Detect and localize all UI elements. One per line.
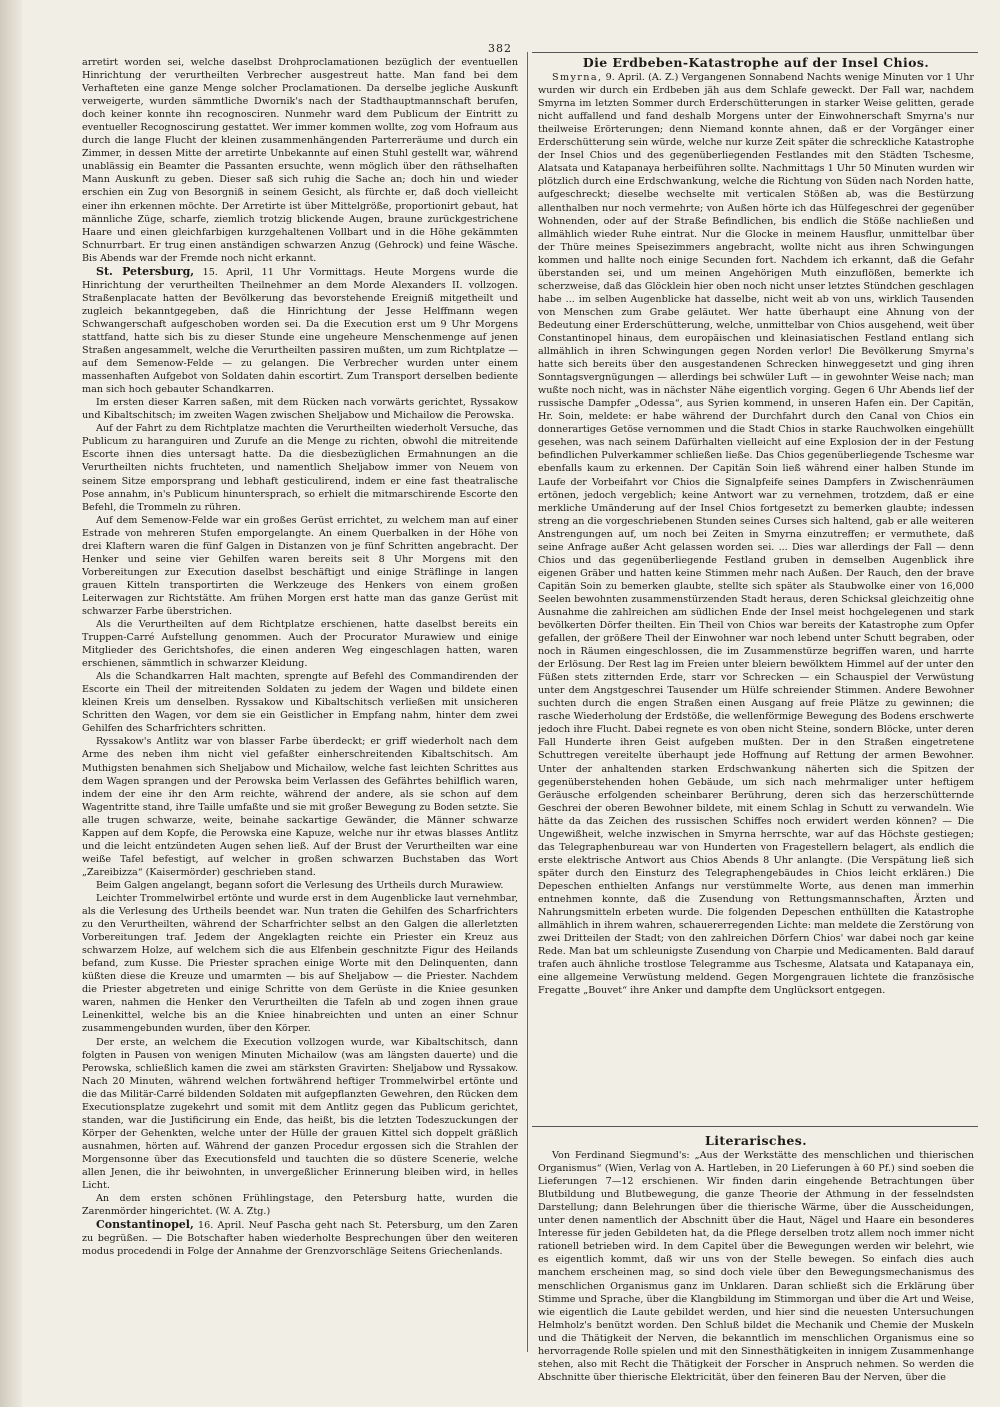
literary-heading: Literarisches. bbox=[705, 1133, 807, 1148]
article-paragraph: Leichter Trommelwirbel ertönte und wurde erst in dem Augenblicke laut vernehmbar, als die Verlesung des Urtheils beendet war. Nun traten die Gehilfen des Scharfrichters zu den Verurtheilten, während der Scharfrichter selbst an den Galgen die allerletzten Vorbereitungen traf. Jedem der Angeklagten reichte ein Priester ein Kreuz aus schwarzem Holze, auf welchem sich die aus Elfenbein geschnitzte Figur des Heilands befand, zum Kusse. Die Priester sprachen einige Worte mit den Delinquenten, dann küßten diese die Kreuze und umarmten — bis auf Sheljabow — die Priester. Nachdem die Priester abgetreten und einige Schritte von dem Gerüste in die Kniee gesunken waren, nahmen die Henker den Verurtheilten die Tafeln ab und zogen ihnen graue Leinenkittel, welche bis an die Kniee hinabreichten und unten an einer Schnur zusammengebunden wurden, über den Körper. bbox=[82, 893, 518, 1035]
dateline-smyrna: Smyrna, bbox=[552, 72, 603, 84]
article-paragraph: Auf der Fahrt zu dem Richtplatze machten die Verurtheilten wiederholt Versuche, das Publicum zu haranguiren und Zurufe an die Menge zu richten, obwohl die mitreitende Escorte ihnen dies untersagt hatte. Da die diesbezüglichen Ermahnungen an die Verurtheilten nichts fruchteten, und namentlich Sheljabow immer von Neuem von seinem Sitze emporsprang und lebhaft gesticulirend, indem er eine fast theatralische Pose annahm, in's Publicum hinuntersprach, so erhielt die mitmarschirende Escorte den Befehl, die Trommeln zu rühren. bbox=[82, 423, 518, 513]
article-paragraph: An dem ersten schönen Frühlingstage, den Petersburg hatte, wurden die Zarenmörder hingerichtet. (W. A. Ztg.) bbox=[82, 1193, 518, 1218]
article-paragraph bbox=[82, 1218, 518, 1258]
page-gutter-shadow bbox=[0, 0, 22, 1407]
article-paragraph: arretirt worden sei, welche daselbst Drohproclamationen bezüglich der eventuellen Hinrichtung der verurtheilten Verbrecher ausgestreut hatte. Man fand bei dem Verhafteten eine ganze Menge solcher Proclamationen. Da derselbe jegliche Auskunft verweigerte, wurden sämmtliche Dwornik's nach der Stadthauptmannschaft berufen, doch keiner konnte ihn recognosciren. Nunmehr ward dem Publicum der Eintritt zu eventueller Recognoscirung gestattet. Wer immer kommen wollte, zog vom Hofraum aus durch die lange Flucht der kleinen zusammenhängenden Parterreräume und durch ein Zimmer, in dessen Mitte der arretirte Unbekannte auf einen Stuhl gestellt war, während unablässig ein Beamter die Passanten ersuchte, wenn möglich über den räthselhaften Mann Auskunft zu geben. Dieser saß sich ruhig die Sache an; doch hin und wieder erschien ein Zug von Besorgniß in seinem Gesicht, als fürchte er, daß doch vielleicht einer ihn erkennen möchte. Der Arretirte ist über Mittelgröße, proportionirt gebaut, hat männliche Züge, scharfe, ziemlich trotzig blickende Augen, braune zurückgestrichene Haare und einen gleichfarbigen kurzgehaltenen Vollbart und in die Höhe gekämmten Schnurrbart. Er trug einen anständigen schwarzen Anzug (Gehrock) und feine Wäsche. Bis Abends war der Fremde noch nicht erkannt. bbox=[82, 57, 518, 264]
article-heading-chios: Die Erdbeben-Katastrophe auf der Insel Chios. bbox=[582, 56, 930, 70]
section-rule bbox=[532, 1126, 978, 1127]
dateline-constantinopel: Constantinopel, bbox=[96, 1218, 194, 1232]
column-divider bbox=[527, 52, 528, 1352]
literary-paragraph: Von Ferdinand Siegmund's: „Aus der Werkstätte des menschlichen und thierischen Organismus“ (Wien, Verlag von A. Hartleben, in 20 Lieferungen à 60 Pf.) sind soeben die Lieferungen 7—12 erschienen. Wir finden darin eingehende Betrachtungen über Blutbildung und Blutbewegung, die ganze Theorie der Athmung in der fesselndsten Darstellung; dann Belehrungen über die thierische Wärme, über die Ausscheidungen, unter denen namentlich der Abschnitt über die Haut, Nägel und Haare ein besonderes Interesse für jeden Gebildeten hat, da die Pflege derselben trotz allem noch immer nicht rationell betrieben wird. In dem Capitel über die Bewegungen werden wir belehrt, wie es eigentlich kommt, daß wir uns von der Stelle bewegen. So einfach dies auch manchem erscheinen mag, so sind doch viele über den Bewegungsmechanismus des menschlichen Organismus ganz im Unklaren. Daran schließt sich die Erklärung über Stimme und Sprache, über die Klangbildung im Stimmorgan und über die Art und Weise, wie eigentlich die Laute gebildet werden, und hier sind die neuesten Untersuchungen Helmholz's benützt worden. Den Schluß bildet die Mechanik und Chemie der Muskeln und die Thätigkeit der Nerven, die bekanntlich im menschlichen Organismus eine so hervorragende Rolle spielen und mit den Sinnesthätigkeiten in innigem Zusammenhange stehen, also mit Recht die Thätigkeit der Forscher in Anspruch nehmen. So werden die Abschnitte über thierische Elektricität, über den feineren Bau der Nerven, über die bbox=[538, 1150, 974, 1383]
article-paragraph: Als die Verurtheilten auf dem Richtplatze erschienen, hatte daselbst bereits ein Truppen-Carré Aufstellung genommen. Auch der Procurator Murawiew und einige Mitglieder des Gerichtshofes, die einen anderen Weg eingeschlagen hatten, waren erschienen, sämmtlich in schwarzer Kleidung. bbox=[82, 619, 518, 670]
right-column bbox=[538, 56, 974, 1186]
article-paragraph bbox=[538, 71, 974, 997]
article-paragraph: Auf dem Semenow-Felde war ein großes Gerüst errichtet, zu welchem man auf einer Estrade von mehreren Stufen emporgelangte. An einem Querbalken in der Höhe von drei Klaftern waren die fünf Galgen in Distanzen von je fünf Schritten angebracht. Der Henker und seine vier Gehilfen waren bereits seit 8 Uhr Morgens mit den Vorbereitungen zur Execution daselbst beschäftigt und einige Sträflinge in langen grauen Kitteln transportirten die Werkzeuge des Henkers von einem großen Leiterwagen zur Richtstätte. Am frühen Morgen erst hatte man das ganze Gerüst mit schwarzer Farbe überstrichen. bbox=[82, 514, 518, 617]
article-paragraph: Ryssakow's Antlitz war von blasser Farbe überdeckt; er griff wiederholt nach dem Arme des neben ihm nicht viel gefaßter einherschreitenden Kibaltschitsch. Am Muthigsten benahmen sich Sheljabow und Michailow, welche fast leichten Schrittes aus dem Wagen sprangen und der Perowska beim Verlassen des Gefährtes behilflich waren, indem der eine ihr den Arm reichte, während der andere, als sie schon auf dem Wagentritte stand, ihre Taille umfaßte und sie mit großer Bewegung zu Boden setzte. Sie alle trugen schwarze, weite, beinahe sackartige Gewänder, die Männer schwarze Kappen auf dem Kopfe, die Perowska eine Kapuze, welche nur ihr etwas blasses Antlitz und die leicht entzündeten Augen sehen ließ. Auf der Brust der Verurtheilten war eine weiße Tafel befestigt, auf welcher in großen schwarzen Buchstaben das Wort „Zareibizza“ (Kaisermörder) geschrieben stand. bbox=[82, 736, 518, 878]
literary-section bbox=[538, 1134, 974, 1384]
top-rule-right bbox=[532, 52, 978, 53]
article-paragraph: Als die Schandkarren Halt machten, sprengte auf Befehl des Commandirenden der Escorte ein Theil der mitreitenden Soldaten zu jedem der Wagen und bildete einen kleinen Kreis um denselben. Ryssakow und Kibaltschitsch verließen mit unsicheren Schritten den Wagen, vor dem sie ein Geistlicher in Empfang nahm, hinter dem zwei Gehilfen des Scharfrichters schritten. bbox=[82, 671, 518, 735]
article-paragraph bbox=[82, 265, 518, 396]
article-paragraph: Der erste, an welchem die Execution vollzogen wurde, war Kibaltschitsch, dann folgten in Pausen von wenigen Minuten Michailow (was am längsten dauerte) und die Perowska, schließlich kamen die zwei am stärksten Gravirten: Sheljabow und Ryssakow. Nach 20 Minuten, während welchen fortwährend heftiger Trommelwirbel ertönte und die das Militär-Carré bildenden Soldaten mit aufgepflanzten Gewehren, den Rücken dem Executionsplatze zugekehrt und somit mit dem Antlitz gegen das Publicum gerichtet, standen, war die Justificirung ein Ende, das heißt, bis die letzten Todeszuckungen der Körper der Gehenkten, welche unter der Hülle der grauen Kittel sich doppelt gräßlich ausnahmen, hörten auf. Während der ganzen Procedur ergossen sich die Strahlen der Morgensonne über das Executionsfeld und tauchten die so düstere Scenerie, welche allen Jenen, die ihr beiwohnten, in unvergeßlicher Erinnerung bleiben wird, in helles Licht. bbox=[82, 1036, 518, 1192]
article-paragraph: Im ersten dieser Karren saßen, mit dem Rücken nach vorwärts gerichtet, Ryssakow und Kibaltschitsch; im zweiten Wagen zwischen Sheljabow und Michailow die Perowska. bbox=[82, 397, 518, 422]
dateline-petersburg: St. Petersburg, bbox=[96, 264, 195, 278]
left-column bbox=[82, 56, 518, 1346]
article-text: 15. April, 11 Uhr Vormittags. Heute Morgens wurde die Hinrichtung der verurtheilten Theilnehmer an dem Morde Alexanders II. vollzogen. Straßenplacate hatten der Bevölkerung das bevorstehende Ereigniß mitgetheilt und zugleich bekanntgegeben, daß die Hinrichtung der Jesse Helffmann wegen Schwangerschaft aufgeschoben worden sei. Da die Execution erst um 9 Uhr Morgens stattfand, hatte sich bis zu dieser Stunde eine ungeheure Menschenmenge auf jenen Straßen angesammelt, welche die Verurtheilten passiren mußten, um zum Richtplatze — auf dem Semenow-Felde — zu gelangen. Die Verbrecher wurden unter einem massenhaften Aufgebot von Soldaten dahin escortirt. Zum Transport derselben bediente man sich hoch gebauter Schandkarren. bbox=[82, 266, 518, 396]
page-number: 382 bbox=[488, 42, 512, 55]
article-paragraph: Beim Galgen angelangt, begann sofort die Verlesung des Urtheils durch Murawiew. bbox=[96, 879, 504, 891]
article-text: 9. April. (A. Z.) Vergangenen Sonnabend Nachts wenige Minuten vor 1 Uhr wurden wir durch ein Erdbeben jäh aus dem Schlafe geweckt. Der Fall war, nachdem Smyrna im letzten Sommer durch Erderschütterungen in starker Weise gelitten, gerade nicht auffallend und fand deshalb Morgens unter der Einwohnerschaft Smyrna's nur theilweise Erörterungen; denn Niemand konnte ahnen, daß er der Vorgänger einer Erderschütterung sein würde, welche nur kurze Zeit später die schreckliche Katastrophe der Insel Chios und des gegenüberliegenden Festlandes mit den Städten Tschesme, Alatsata und Katapanaya herbeiführen sollte. Nachmittags 1 Uhr 50 Minuten wurden wir plötzlich durch eine Erdschwankung, welche die Richtung von Süden nach Norden hatte, aufgeschreckt; dieselbe wechselte mit verticalen Stößen ab, was die Bestürzung allenthalben nur noch vermehrte; von Außen hörte ich das Hülfegeschrei der gegenüber Wohnenden, oder auf der Straße Befindlichen, bis endlich die Stöße nachließen und allmählich wieder Ruhe eintrat. Nur die Glocke in meinem Hausflur, unmittelbar über der Thüre meines Speisezimmers angebracht, wollte nicht aus ihren Schwingungen kommen und hallte noch einige Secunden fort. Nachdem ich erkannt, daß die Gefahr überstanden sei, und um meinen Angehörigen Muth einzuflößen, bemerkte ich scherzweise, daß das Glöcklein hier oben noch nicht unser letztes Stündchen geschlagen habe ... im selben Augenblicke hat dasselbe, nicht weit ab von uns, wirklich Tausenden von Menschen zum Grabe geläutet. Wer hatte überhaupt eine Ahnung von der Bedeutung einer Erderschütterung, welche, unmittelbar von Chios ausgehend, weit über Constantinopel hinaus, dem europäischen und kleinasiatischen Festland entlang sich allmählich in ihren Schwingungen gegen Norden verlor! Die Bevölkerung Smyrna's hatte sich bereits über den ausgestandenen Schrecken hinweggesetzt und ging ihren Sonntagsvergnügungen — allerdings bei schwüler Luft — in gewohnter Weise nach; man wußte noch nicht, was in nächster Nähe eigentlich vorging. Gegen 6 Uhr Abends lief der russische Dampfer „Odessa“, aus Syrien kommend, in unseren Hafen ein. Der Capitän, Hr. Soin, meldete: er habe während der Durchfahrt durch den Canal von Chios ein donnerartiges Getöse vernommen und die Stadt Chios in starke Rauchwolken eingehüllt gesehen, was nach seinem Dafürhalten vielleicht auf eine Explosion der in der Festung befindlichen Pulverkammer schließen ließe. Das Chios gegenüberliegende Tschesme war ebenfalls kaum zu erkennen. Der Capitän Soin ließ während einer halben Stunde im Laufe der Vorbeifahrt vor Chios die Signalpfeife seines Dampfers in Zwischenräumen ertönen, jedoch vergeblich; keine Antwort war zu vernehmen, trotzdem, daß er eine merkliche Umänderung auf der Insel Chios fortgesetzt zu bemerken glaubte; indessen streng an die vorgeschriebenen Stunden seines Curses sich haltend, gab er alle weiteren Anstrengungen auf, um noch bei Zeiten in Smyrna einzutreffen; er vermuthete, daß seine Anfrage außer Acht gelassen worden sei. ... Dies war allerdings der Fall — denn Chios und das gegenüberliegende Festland gruben in demselben Augenblick ihre eigenen Gräber und hatten keine Stimmen mehr nach Außen. Der Rauch, den der brave Capitän Soin zu bemerken glaubte, stellte sich später als Staubwolke einer von 16,000 Seelen bewohnten zusammenstürzenden Stadt heraus, deren Schicksal gleichzeitig ohne Ausnahme die zahlreichen am südlichen Ende der Insel meist hochgelegenen und stark bevölkerten Dörfer theilten. Ein Theil von Chios war bereits der Katastrophe zum Opfer gefallen, der größere Theil der Einwohner war noch lebend unter Schutt begraben, oder noch in Räumen eingeschlossen, die im Zusammenstürze begriffen waren, und harrte der Erlösung. Der Rest lag im Freien unter bleiern bewölktem Himmel auf der unter den Füßen stets zitternden Erde, starr vor Schrecken — ein Schauspiel der Verwüstung unter dem Angstgeschrei Tausender um Hülfe schreiender Stimmen. Andere Bewohner suchten durch die engen Straßen einen Ausgang auf freie Plätze zu gewinnen; die rasche Wiederholung der Erdstöße, die wellenförmige Bewegung des Bodens erschwerte jedoch ihre Flucht. Dabei regnete es von oben nicht Steine, sondern Blöcke, unter deren Fall Hunderte ihren Geist aufgeben mußten. Der in den Straßen eingetretene Schuttregen vereitelte überhaupt jede Hoffnung auf Rettung der armen Bewohner. Unter der anhaltenden starken Erdschwankung näherten sich die Spitzen der gegenüberstehenden hohen Gebäude, um sich nach mehrmaliger unter heftigem Geräusche erfolgenden scheinbarer Berührung, deren sich das herzerschütternde Geschrei der oberen Bewohner bildete, mit einem Schlag in Schutt zu verwandeln. Wie hätte da das Zeichen des russischen Schiffes noch erwidert werden können? — Die Ungewißheit, welche inzwischen in Smyrna herrschte, war auf das Höchste gestiegen; das Telegraphenbureau war von Hunderten von Fragestellern belagert, als endlich die erste elektrische Antwort aus Chios Abends 8 Uhr anlangte. (Die Verspätung ließ sich später durch den Einsturz des Telegraphengebäudes in Chios leicht erklären.) Die Depeschen enthielten Anfangs nur verstümmelte Worte, aus denen man immerhin entnehmen konnte, daß die Zusendung von Rettungsmannschaften, Ärzten und Nahrungsmitteln erbeten wurde. Die folgenden Depeschen enthüllten die Katastrophe allmählich in ihrem wahren, schauererregenden Lichte: man meldete die Zerstörung von zwei Dritteilen der Stadt; von den zahlreichen Dörfern Chios' war dabei noch gar keine Rede. Man bat um schleunigste Zusendung von Charpie und Medicamenten. Bald darauf trafen auch ähnliche trostlose Telegramme aus Tschesme, Alatsata und Katapanaya ein, eine allgemeine Verwüstung meldend. Gegen Morgengrauen lichtete die französische Fregatte „Bouvet“ ihre Anker und dampfte dem Unglücksort entgegen. bbox=[538, 72, 974, 997]
article-text: 16. April. Neuf Pascha geht nach St. Petersburg, um den Zaren zu begrüßen. — Die Botschafter haben wiederholte Besprechungen über den weiteren modus procedendi in Folge der Annahme der Grenzvorschläge Seitens Griechenlands. bbox=[82, 1220, 518, 1258]
